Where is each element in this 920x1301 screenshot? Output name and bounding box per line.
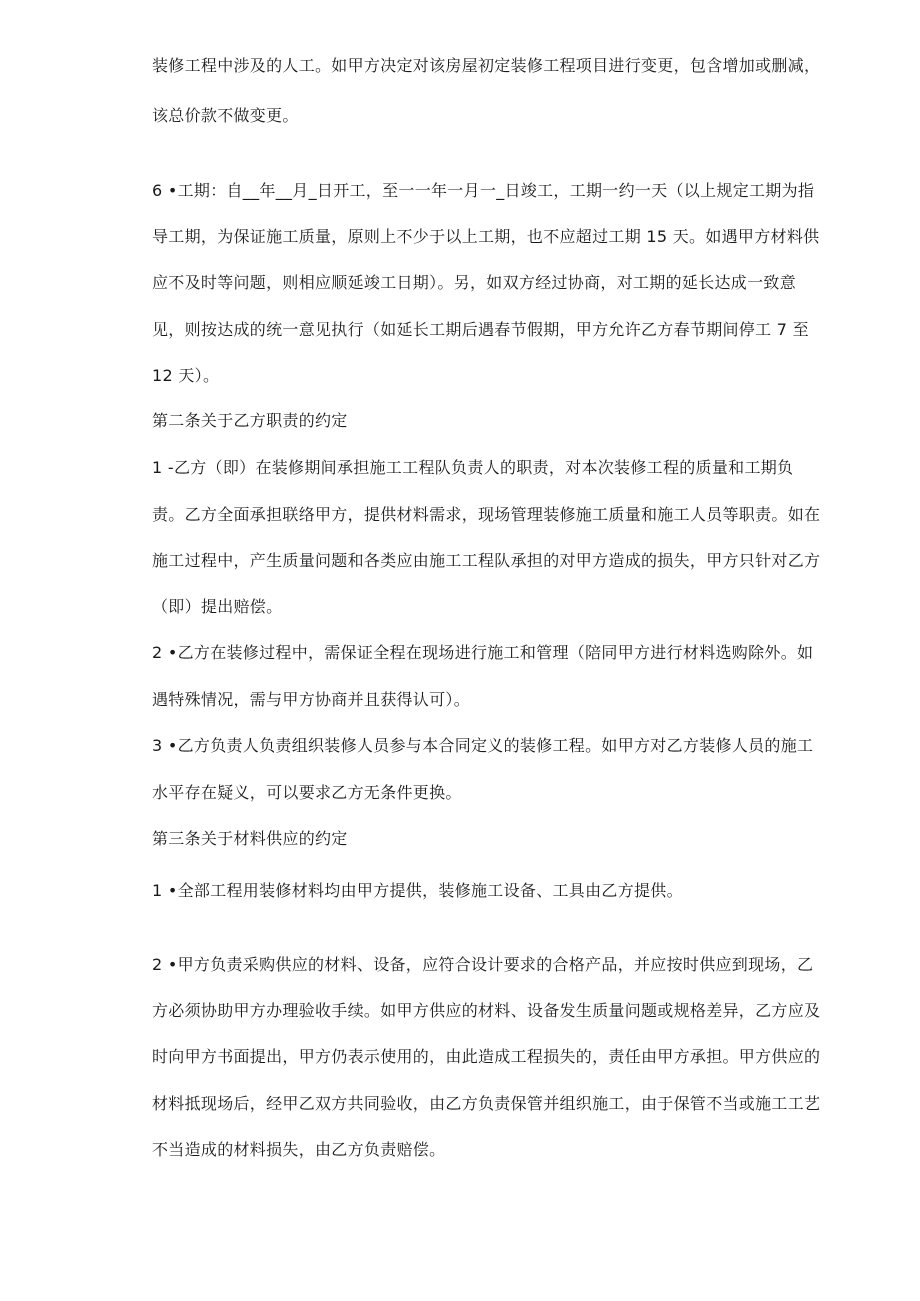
- clause6-line-2: 导工期，为保证施工质量，原则上不少于以上工期，也不应超过工期 15 天。如遇甲方材料供: [152, 227, 820, 246]
- article2-item1-line-4: （即）提出赔偿。: [152, 597, 283, 616]
- article3-item1-line-1: 1 •全部工程用装修材料均由甲方提供，装修施工设备、工具由乙方提供。: [152, 881, 683, 900]
- article2-item2-line-2: 遇特殊情况，需与甲方协商并且获得认可）。: [152, 690, 471, 709]
- article3-item2-line-5: 不当造成的材料损失，由乙方负责赔偿。: [152, 1140, 446, 1159]
- intro-line-2: 该总价款不做变更。: [152, 106, 299, 125]
- article2-item3-line-1: 3 •乙方负责人负责组织装修人员参与本合同定义的装修工程。如甲方对乙方装修人员的施工: [152, 736, 814, 755]
- article3-title: 第三条关于材料供应的约定: [152, 829, 348, 848]
- article2-item1-line-2: 责。乙方全面承担联络甲方，提供材料需求，现场管理装修施工质量和施工人员等职责。如在: [152, 505, 821, 524]
- article3-item2-line-1: 2 •甲方负责采购供应的材料、设备，应符合设计要求的合格产品，并应按时供应到现场，乙: [152, 955, 814, 974]
- clause6-line-1: 6 •工期：自__年__月_日开工，至一一年一月一_日竣工，工期一约一天（以上规定工期为指: [152, 181, 815, 200]
- article2-item1-line-3: 施工过程中，产生质量问题和各类应由施工工程队承担的对甲方造成的损失，甲方只针对乙方: [152, 551, 821, 570]
- article3-item2-line-2: 方必须协助甲方办理验收手续。如甲方供应的材料、设备发生质量问题或规格差异，乙方应及: [152, 1001, 821, 1020]
- clause6-line-3: 应不及时等问题，则相应顺延竣工日期）。另，如双方经过协商，对工期的延长达成一致意: [152, 273, 797, 292]
- clause6-line-4: 见，则按达成的统一意见执行（如延长工期后遇春节假期，甲方允许乙方春节期间停工 7 至: [152, 320, 809, 339]
- intro-line-1: 装修工程中涉及的人工。如甲方决定对该房屋初定装修工程项目进行变更，包含增加或删减，: [152, 56, 821, 75]
- article2-title: 第二条关于乙方职责的约定: [152, 411, 348, 430]
- article2-item3-line-2: 水平存在疑义，可以要求乙方无条件更换。: [152, 783, 462, 802]
- clause6-line-5: 12 天）。: [152, 366, 220, 385]
- article2-item1-line-1: 1 -乙方（即）在装修期间承担施工工程队负责人的职责，对本次装修工程的质量和工期负: [152, 458, 794, 477]
- article3-item2-line-3: 时向甲方书面提出，甲方仍表示使用的，由此造成工程损失的，责任由甲方承担。甲方供应的: [152, 1047, 821, 1066]
- article3-item2-line-4: 材料抵现场后，经甲乙双方共同验收，由乙方负责保管并组织施工，由于保管不当或施工工艺: [152, 1094, 821, 1113]
- article2-item2-line-1: 2 •乙方在装修过程中，需保证全程在现场进行施工和管理（陪同甲方进行材料选购除外。如: [152, 643, 814, 662]
